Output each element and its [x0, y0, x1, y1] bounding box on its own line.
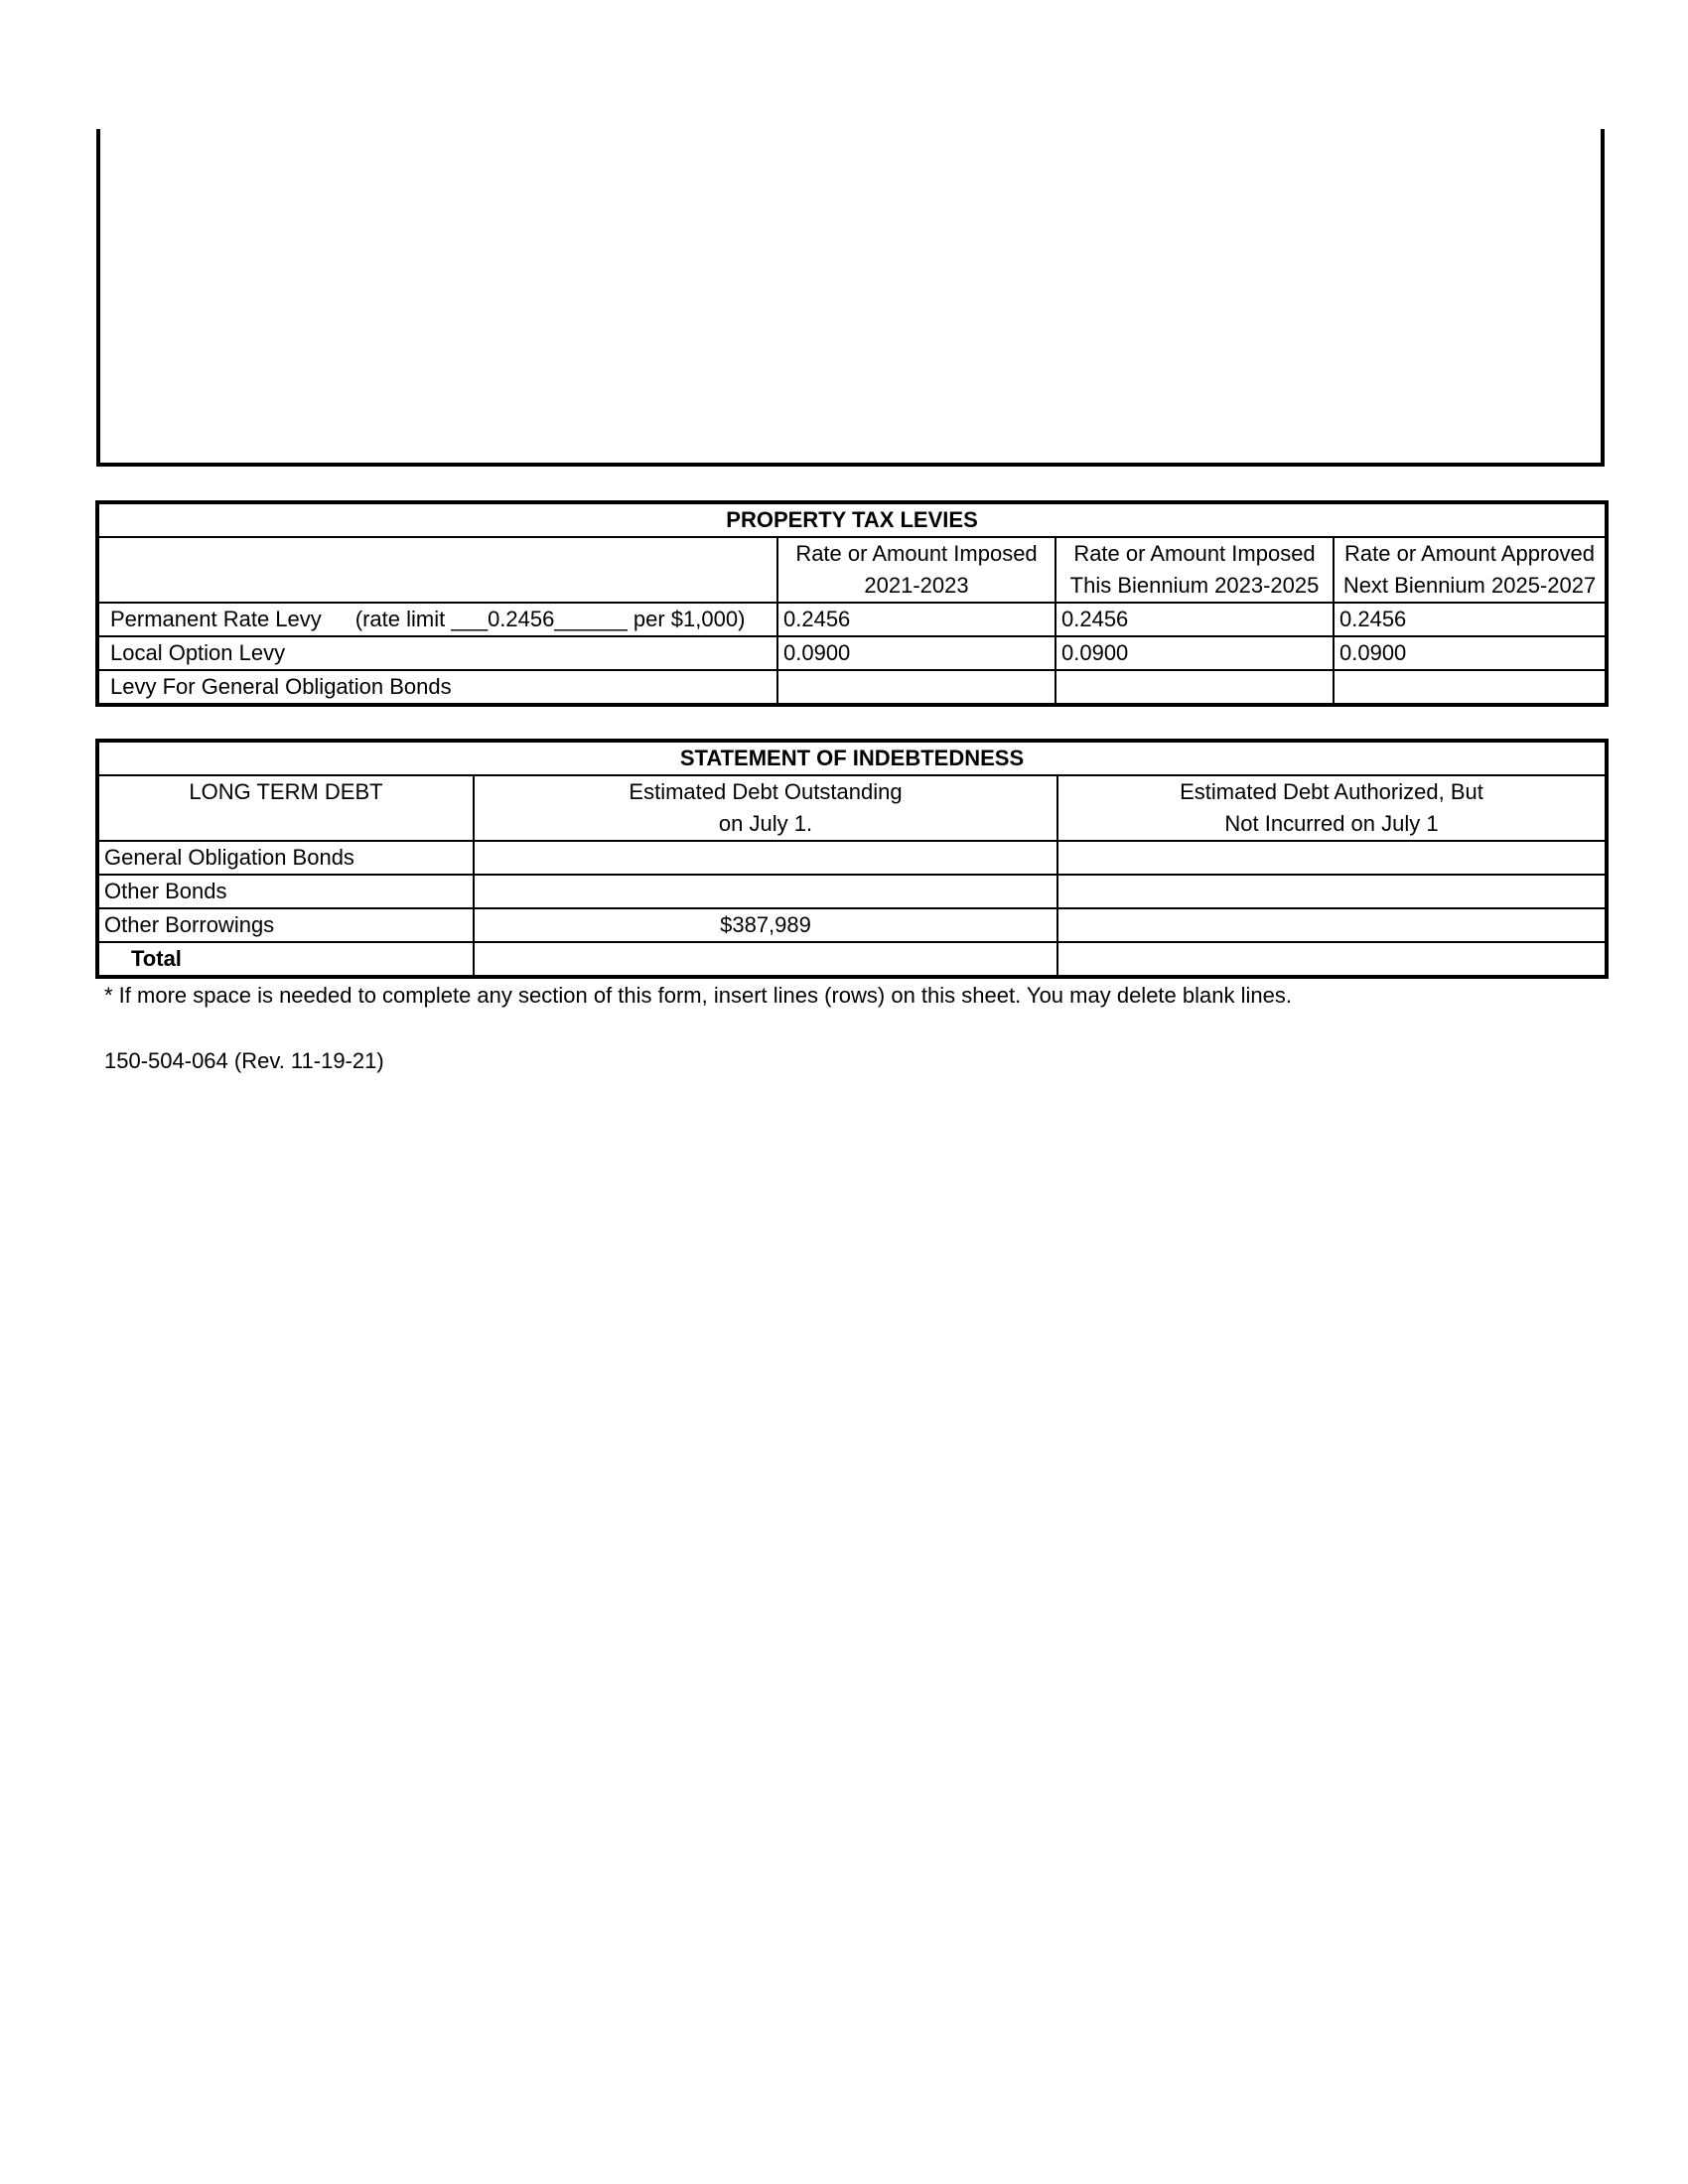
rate-limit-suffix: ______ per $1,000)	[554, 607, 746, 631]
table-row	[98, 942, 1606, 976]
table-row	[98, 636, 1606, 670]
property-tax-levies-table	[97, 502, 1607, 705]
table-row	[98, 908, 1606, 942]
form-number: 150-504-064 (Rev. 11-19-21)	[104, 1048, 384, 1073]
narrative-box	[96, 129, 1605, 467]
total-authorized[interactable]	[1057, 942, 1606, 976]
statement-of-indebtedness-table	[97, 741, 1607, 977]
total-label: Total	[98, 942, 474, 976]
go-bonds-levy-2025[interactable]	[1334, 670, 1606, 704]
table-row	[98, 670, 1606, 704]
table-row	[98, 603, 1606, 636]
long-term-debt-header: LONG TERM DEBT	[98, 775, 474, 841]
other-borrowings-authorized[interactable]	[1057, 908, 1606, 942]
levies-header-2021: Rate or Amount Imposed 2021-2023	[777, 537, 1055, 603]
local-option-2021[interactable]: 0.0900	[777, 636, 1055, 670]
levies-header-blank	[98, 537, 777, 603]
levies-header-2023: Rate or Amount Imposed This Biennium 2023-2025	[1055, 537, 1334, 603]
levies-title: PROPERTY TAX LEVIES	[98, 503, 1606, 537]
levies-header-2025: Rate or Amount Approved Next Biennium 2025-2027	[1334, 537, 1606, 603]
debt-outstanding-header: Estimated Debt Outstanding on July 1.	[474, 775, 1057, 841]
go-bonds-outstanding[interactable]	[474, 841, 1057, 875]
local-option-2023[interactable]: 0.0900	[1055, 636, 1334, 670]
go-bonds-authorized[interactable]	[1057, 841, 1606, 875]
table-row	[98, 875, 1606, 908]
other-bonds-authorized[interactable]	[1057, 875, 1606, 908]
total-outstanding[interactable]	[474, 942, 1057, 976]
table-row	[98, 841, 1606, 875]
local-option-2025[interactable]: 0.0900	[1334, 636, 1606, 670]
go-bonds-levy-label: Levy For General Obligation Bonds	[98, 670, 777, 704]
rate-limit-value[interactable]: 0.2456	[488, 607, 555, 631]
rate-limit-prefix: (rate limit ___	[354, 607, 489, 631]
permanent-rate-2021[interactable]: 0.2456	[777, 603, 1055, 636]
other-bonds-label: Other Bonds	[98, 875, 474, 908]
debt-authorized-header: Estimated Debt Authorized, But Not Incurred on July 1	[1057, 775, 1606, 841]
permanent-rate-label-cell: Permanent Rate Levy (rate limit ___0.2456______ per $1,000)	[98, 603, 777, 636]
permanent-rate-2025[interactable]: 0.2456	[1334, 603, 1606, 636]
indebtedness-title: STATEMENT OF INDEBTEDNESS	[98, 742, 1606, 775]
footnote: * If more space is needed to complete any section of this form, insert lines (rows) on this sheet. You may delete blank lines.	[104, 983, 1292, 1008]
other-borrowings-label: Other Borrowings	[98, 908, 474, 942]
permanent-rate-2023[interactable]: 0.2456	[1055, 603, 1334, 636]
other-borrowings-outstanding[interactable]: $387,989	[474, 908, 1057, 942]
go-bonds-label: General Obligation Bonds	[98, 841, 474, 875]
other-bonds-outstanding[interactable]	[474, 875, 1057, 908]
go-bonds-levy-2021[interactable]	[777, 670, 1055, 704]
local-option-label: Local Option Levy	[98, 636, 777, 670]
go-bonds-levy-2023[interactable]	[1055, 670, 1334, 704]
